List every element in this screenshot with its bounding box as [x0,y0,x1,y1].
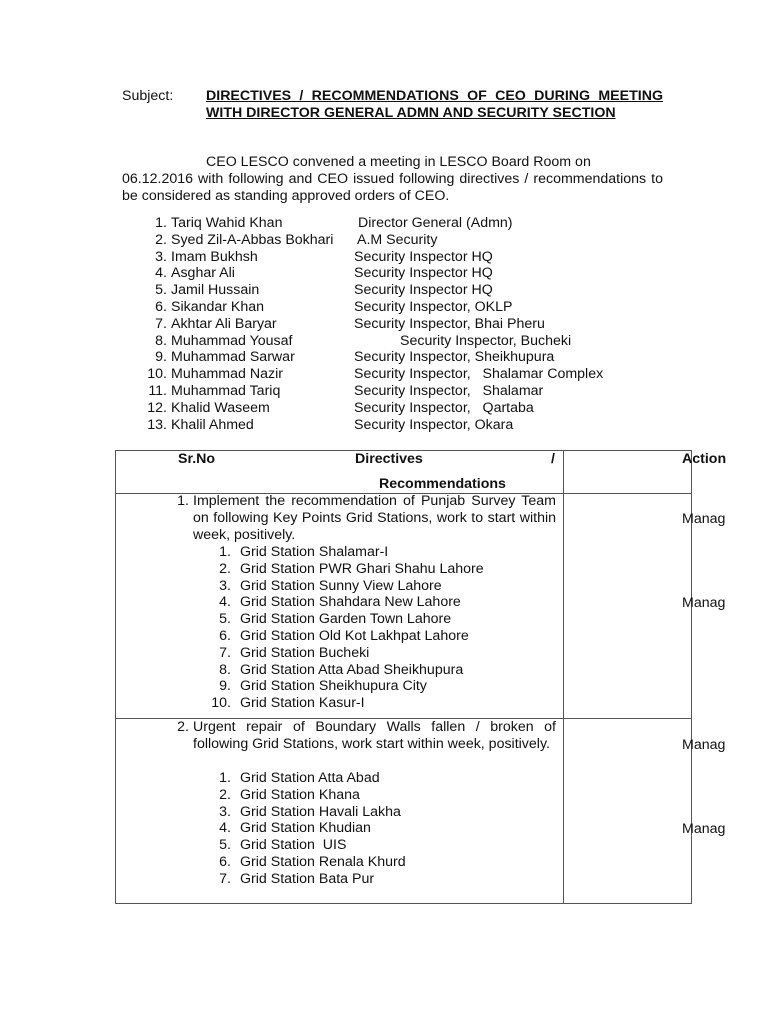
attendee-number: 1. [155,215,167,231]
item-number: 1. [177,493,189,509]
attendee-item [122,316,682,333]
list-item-number: 5. [219,611,231,628]
list-item [193,787,553,804]
attendee-designation: Security Inspector HQ [354,265,493,282]
list-item-text: Grid Station UIS [240,837,347,854]
list-item-number: 10. [211,695,231,712]
list-item [193,662,553,679]
attendee-name: Akhtar Ali Baryar [171,315,277,332]
attendee-number: 5. [155,282,167,299]
attendee-name: Tariq Wahid Khan [171,215,283,231]
list-item-number: 7. [219,870,231,887]
action-text: Manag [682,737,726,753]
list-item-number: 4. [219,820,231,837]
list-item-number: 7. [219,644,231,661]
list-item-text: Grid Station Khana [240,786,360,803]
list-item [193,544,553,561]
attendee-item [122,232,682,249]
subject-title: DIRECTIVES / RECOMMENDATIONS OF CEO DURING MEETING WITH DIRECTOR GENERAL ADMN AND SECURITY SECTION [206,88,663,121]
attendee-name: Muhammad Tariq [171,382,281,399]
attendee-designation: Security Inspector, Sheikhupura [354,349,555,366]
attendee-designation: Director General (Admn) [358,215,513,231]
item-text: Urgent repair of Boundary Walls fallen / broken of following Grid Stations, work start within week, positively. [193,719,556,752]
list-item-text: Grid Station Renala Khurd [240,853,406,870]
attendee-number: 12. [147,399,167,416]
list-item-text: Grid Station Bata Pur [240,870,375,887]
attendee-name: Sikandar Khan [171,298,265,315]
attendee-item [122,215,682,232]
attendee-number: 3. [155,248,167,265]
attendee-number: 10. [147,366,167,383]
attendee-designation: Security Inspector, Shalamar Complex [354,366,604,383]
attendee-item [122,282,682,299]
list-item-text: Grid Station Sunny View Lahore [240,577,442,594]
list-item-number: 1. [219,544,231,560]
attendee-item [122,265,682,282]
grid-station-list [193,544,553,712]
attendee-item [122,400,682,417]
list-item-text: Grid Station Atta Abad Sheikhupura [240,661,464,678]
attendee-designation: Security Inspector, Qartaba [354,399,534,416]
list-item-text: Grid Station PWR Ghari Shahu Lahore [240,560,484,577]
header-slash: / [551,451,555,467]
attendee-name: Imam Bukhsh [171,248,258,265]
attendee-name: Khalid Waseem [171,399,270,416]
subject-label: Subject: [122,88,174,104]
list-item-number: 9. [219,678,231,695]
list-item-number: 3. [219,577,231,594]
attendee-number: 6. [155,298,167,315]
list-item-text: Grid Station Shahdara New Lahore [240,594,461,611]
header-directives: Directives [355,451,423,467]
list-item [193,678,553,695]
list-item-number: 4. [219,594,231,611]
list-item-text: Grid Station Havali Lakha [240,803,401,820]
attendee-item [122,383,682,400]
attendee-name: Khalil Ahmed [171,416,254,433]
list-item-text: Grid Station Garden Town Lahore [240,611,452,628]
attendee-designation: Security Inspector, Bucheki [400,332,572,349]
list-item-text: Grid Station Khudian [240,820,371,837]
attendee-number: 8. [155,332,167,349]
attendee-designation: Security Inspector HQ [354,282,493,299]
attendee-name: Jamil Hussain [171,282,260,299]
attendee-item [122,249,682,266]
attendee-list [122,215,682,433]
list-item-number: 1. [219,770,231,786]
attendee-number: 13. [147,416,167,433]
attendee-designation: A.M Security [357,231,438,248]
list-item [193,820,553,837]
attendee-name: Muhammad Sarwar [171,349,295,366]
list-item-number: 6. [219,627,231,644]
list-item [193,770,553,787]
list-item-number: 2. [219,560,231,577]
list-item-number: 6. [219,853,231,870]
list-item [193,628,553,645]
intro-first-line: CEO LESCO convened a meeting in LESCO Board Room on [206,154,591,170]
attendee-item [122,299,682,316]
list-item [193,837,553,854]
attendee-number: 11. [148,382,167,399]
header-srno: Sr.No [178,451,216,467]
grid-station-list [193,770,553,888]
row-cell-action-1 [564,494,692,719]
list-item [193,561,553,578]
attendee-designation: Security Inspector, OKLP [354,298,513,315]
attendee-number: 2. [155,231,167,248]
list-item-number: 3. [219,803,231,820]
list-item-text: Grid Station Old Kot Lakhpat Lahore [240,627,469,644]
attendee-name: Asghar Ali [171,265,235,282]
action-text: Manag [682,821,726,837]
header-recommendations: Recommendations [379,476,506,492]
attendee-designation: Security Inspector, Bhai Pheru [354,315,545,332]
attendee-number: 9. [155,349,167,366]
action-text: Manag [682,511,726,527]
list-item-number: 5. [219,837,231,854]
header-cell-action [564,451,692,494]
list-item-text: Grid Station Shalamar-I [240,544,389,560]
row-cell-action-2 [564,719,692,904]
list-item-number: 8. [219,661,231,678]
attendee-item [122,417,682,434]
header-action: Action [682,451,727,467]
list-item [193,645,553,662]
intro-rest: 06.12.2016 with following and CEO issued following directives / recommendations to be considered as standing approved orders of CEO. [122,171,663,204]
attendee-designation: Security Inspector, Okara [354,416,514,433]
list-item [193,854,553,871]
action-text: Manag [682,595,726,611]
list-item-number: 2. [219,786,231,803]
list-item [193,804,553,821]
list-item-text: Grid Station Bucheki [240,644,370,661]
list-item [193,594,553,611]
list-item-text: Grid Station Kasur-I [240,695,365,712]
list-item [193,695,553,712]
attendee-name: Muhammad Nazir [171,366,283,383]
item-text: Implement the recommendation of Punjab Survey Team on following Key Points Grid Stations, work to start within week, positively. [193,493,556,543]
attendee-item [122,366,682,383]
attendee-number: 4. [155,265,167,282]
attendee-designation: Security Inspector HQ [354,248,493,265]
list-item [193,611,553,628]
attendee-item [122,333,682,350]
attendee-name: Muhammad Yousaf [171,332,293,349]
attendee-number: 7. [155,315,167,332]
attendee-designation: Security Inspector, Shalamar [354,382,544,399]
item-number: 2. [177,719,189,735]
list-item [193,871,553,888]
intro-paragraph [122,154,663,205]
list-item-text: Grid Station Sheikhupura City [240,678,427,695]
list-item-text: Grid Station Atta Abad [240,770,380,786]
attendee-item [122,349,682,366]
list-item [193,578,553,595]
attendee-name: Syed Zil-A-Abbas Bokhari [171,231,334,248]
